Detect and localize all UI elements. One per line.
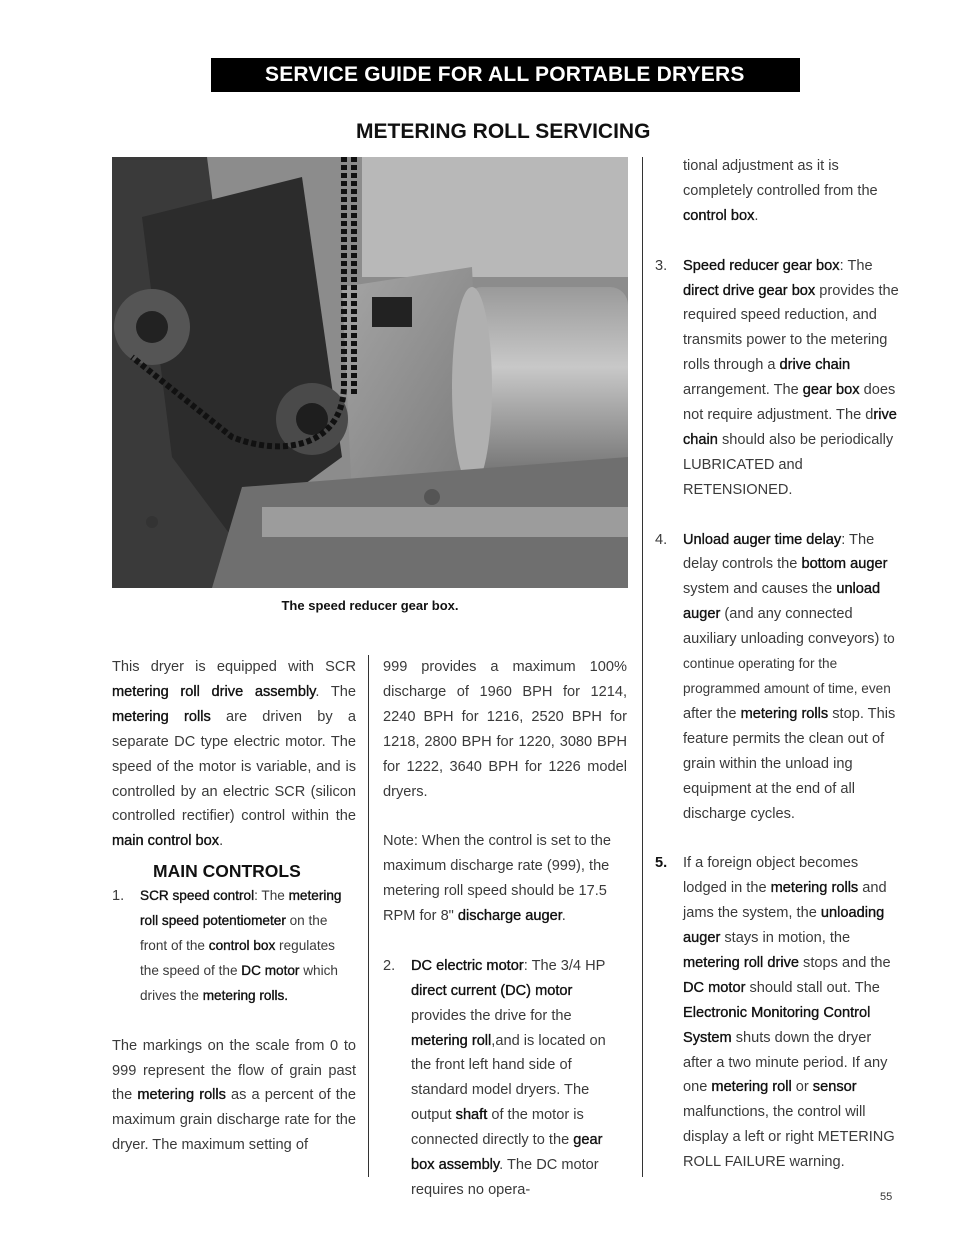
text-run: after the	[683, 705, 741, 722]
term-dc-motor: DC motor	[683, 979, 746, 996]
text-run: arrangement. The	[683, 382, 803, 399]
markings-paragraph	[112, 1034, 356, 1159]
text-run: malfunctions, the control will display a left or right METERING ROLL FAILURE warning.	[683, 1104, 895, 1171]
term-scr-speed-control: SCR speed control	[140, 888, 255, 904]
photo-caption: The speed reducer gear box.	[281, 598, 459, 613]
term-sensor: sensor	[812, 1079, 857, 1096]
term-main-control-box: main control box	[112, 833, 220, 850]
list-item-1	[112, 884, 356, 1009]
text-run: (and any connected auxiliary unloading conveyors)	[683, 606, 884, 648]
term-electronic-monitoring: Electronic Monitoring Control System	[683, 1004, 871, 1046]
text-run: .	[219, 833, 224, 850]
text-run: stop. This feature permits the clean out of grain within the unload ing equipment at the end of all discharge cycles.	[683, 705, 896, 822]
text-run: does not require adjustment. The d	[683, 382, 896, 424]
text-run: This dryer is equipped with SCR	[112, 659, 356, 675]
text-run: : The	[839, 257, 873, 274]
term-dc-motor: DC motor	[241, 962, 300, 978]
term-unload-auger-time-delay: Unload auger time delay	[683, 531, 842, 548]
term-direct-drive-gear-box: direct drive gear box	[683, 282, 816, 299]
text-run: .	[561, 908, 566, 925]
text-run: to continue operating for the programmed amount of time, even	[683, 631, 895, 696]
column-3	[655, 154, 899, 1175]
gear-box-photo	[112, 157, 628, 588]
term-metering-rolls: metering rolls	[112, 708, 211, 725]
term-gear-box-assembly: gear box assembly	[411, 1132, 603, 1174]
discharge-paragraph: 999 provides a maximum 100% discharge of 1960 BPH for 1214, 2240 BPH for 1216, 2520 BPH for 1218, 2800 BPH for 1220, 3080 BPH for 1222, 3640 BPH for 1226 model dryers.	[383, 659, 627, 800]
text-run: stops and the	[798, 954, 891, 971]
text-run: or	[791, 1079, 813, 1096]
list-item-2	[383, 954, 627, 1203]
text-run: Note: When the control is set to the maximum discharge rate (999), the metering roll speed should be 17.5 RPM for 8"	[383, 833, 611, 925]
term-metering-rolls: metering rolls.	[202, 987, 289, 1003]
term-bottom-auger: bottom auger	[801, 556, 888, 573]
term-metering-rolls: metering rolls	[740, 705, 829, 722]
text-run: system and causes the	[683, 581, 837, 598]
text-run: shuts down the dryer after a two minute period. If any one	[683, 1029, 888, 1096]
term-dc-motor: direct current (DC) motor	[411, 982, 573, 999]
text-run: tional adjustment as it is completely controlled from the	[683, 158, 878, 199]
term-metering-rolls: metering rolls	[770, 880, 859, 897]
page-number: 55	[880, 1191, 893, 1203]
text-run: stays in motion, the	[720, 930, 851, 947]
text-run: should also be periodically LUBRICATED and RETENSIONED.	[683, 431, 894, 498]
term-potentiometer: metering roll speed potentiometer	[140, 888, 342, 929]
text-run: ,and is located on the front left hand side of standard model dryers. The output	[411, 1032, 606, 1124]
text-run: which drives the	[140, 962, 338, 1003]
text-run: provides the required speed reduction, and transmits power to the metering rolls through a	[683, 282, 899, 374]
text-run: as a percent of the maximum grain discharge rate for the dryer. The maximum setting of	[112, 1087, 356, 1154]
text-run: The markings on the scale from 0 to 999 represent the flow of grain past the	[112, 1037, 356, 1104]
text-run: are driven by a separate DC type electric motor. The speed of the motor is variable, and is controlled by an electric SCR (silicon controlled rectifier) control within the	[112, 708, 357, 825]
column-divider	[368, 655, 369, 1177]
term-discharge-auger: discharge auger	[457, 908, 562, 925]
list-number: 1.	[112, 888, 125, 905]
text-run: : The delay controls the	[683, 531, 875, 573]
gear-box-illustration	[112, 157, 628, 588]
term-dc-electric-motor: DC electric motor	[411, 957, 524, 974]
page-banner: SERVICE GUIDE FOR ALL PORTABLE DRYERS	[211, 58, 800, 92]
text-run: : The	[254, 888, 289, 904]
subheading-main-controls: MAIN CONTROLS	[153, 861, 301, 882]
list-item-5	[655, 851, 899, 1175]
text-run: : The 3/4 HP	[523, 957, 606, 974]
term-control-box: control box	[208, 938, 276, 954]
term-drive-chain: drive chain	[779, 357, 851, 374]
section-title: METERING ROLL SERVICING	[356, 120, 651, 143]
list-number: 3.	[655, 257, 668, 274]
continued-paragraph	[683, 154, 899, 229]
term-control-box: control box	[683, 207, 755, 224]
term-metering-rolls: metering rolls	[137, 1087, 226, 1104]
text-run: .	[754, 207, 759, 224]
list-item-3	[655, 254, 899, 503]
column-divider	[642, 157, 643, 1177]
list-item-4	[655, 528, 899, 827]
text-run: . The DC motor requires no opera-	[411, 1157, 599, 1198]
column-2	[383, 655, 627, 1203]
list-number: 5.	[655, 855, 668, 872]
list-number: 4.	[655, 531, 668, 548]
term-metering-roll: metering roll	[411, 1032, 492, 1049]
term-metering-roll-drive-assembly: metering roll drive assembly	[112, 683, 316, 700]
list-number: 2.	[383, 957, 396, 974]
note-paragraph	[383, 829, 627, 929]
term-metering-roll: metering roll	[711, 1079, 792, 1096]
text-run: provides the drive for the	[411, 1007, 572, 1024]
text-run: on the front of the	[140, 913, 328, 954]
term-drive-chain: rive chain	[683, 407, 897, 448]
term-gear-box: gear box	[802, 382, 860, 399]
text-run: of the motor is connected directly to the	[411, 1107, 584, 1149]
term-unloading-auger: unloading auger	[683, 905, 885, 947]
intro-paragraph	[112, 655, 356, 854]
text-run: regulates the speed of the	[140, 938, 335, 978]
term-shaft: shaft	[455, 1107, 488, 1124]
term-unload-auger: unload auger	[683, 581, 881, 623]
term-metering-roll-drive: metering roll drive	[683, 954, 799, 971]
text-run: . The	[315, 683, 357, 700]
column-1	[112, 655, 356, 1158]
term-speed-reducer-gear-box: Speed reducer gear box	[683, 257, 840, 274]
text-run: and jams the system, the	[683, 880, 887, 922]
text-run: If a foreign object becomes lodged in the	[683, 855, 859, 897]
text-run: should stall out. The	[745, 979, 880, 996]
